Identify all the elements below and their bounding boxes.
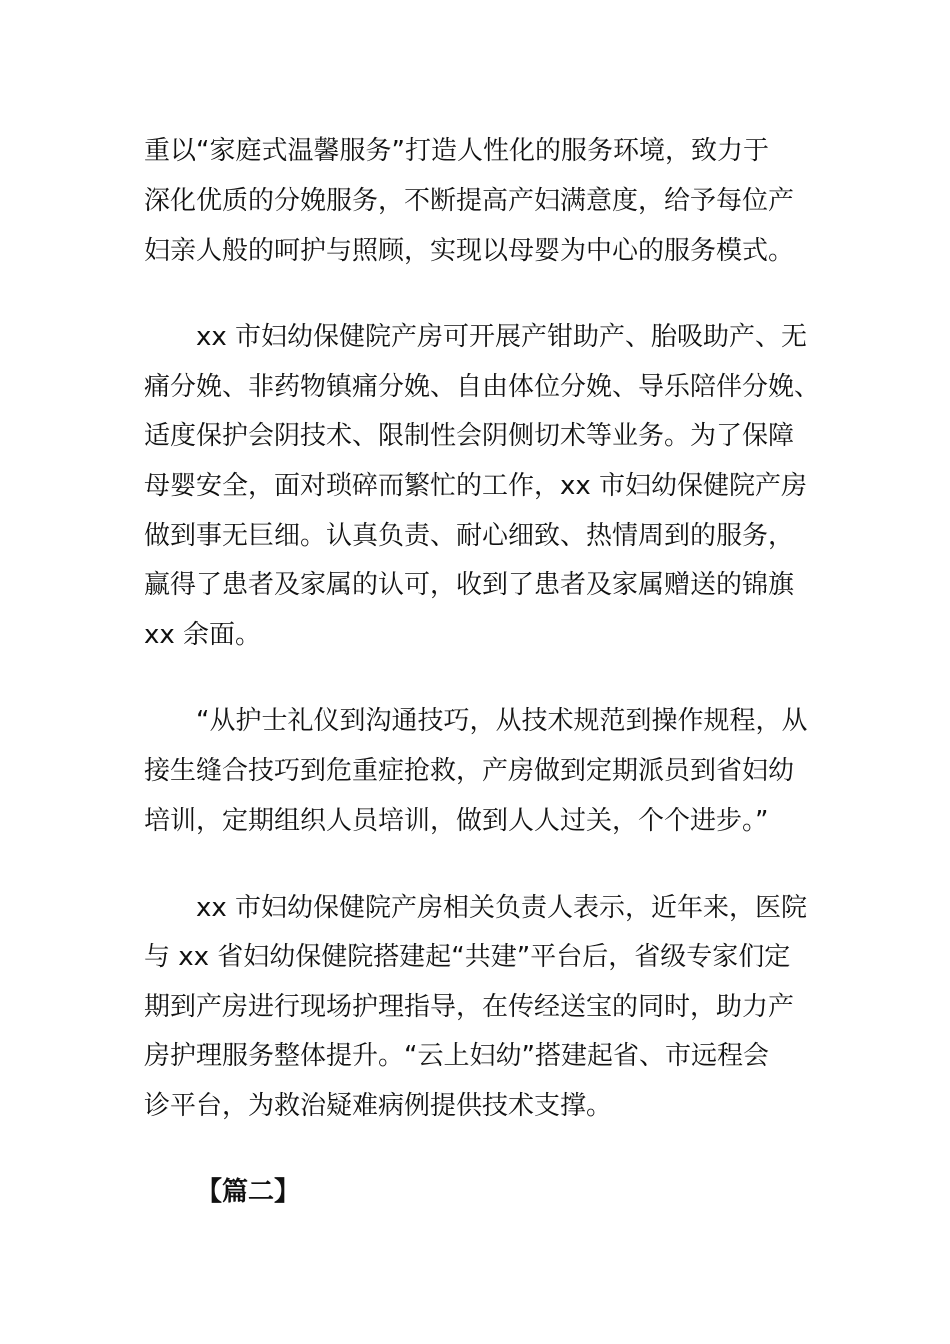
paragraph-line: 重以“家庭式温馨服务”打造人性化的服务环境，致力于 — [144, 136, 769, 166]
paragraph-line: 期到产房进行现场护理指导，在传经送宝的同时，助力产 — [144, 992, 795, 1022]
paragraph-line: 接生缝合技巧到危重症抢救，产房做到定期派员到省妇幼 — [144, 756, 795, 786]
paragraph-line: 妇亲人般的呵护与照顾，实现以母婴为中心的服务模式。 — [144, 236, 795, 266]
section-heading: 【篇二】 — [196, 1177, 301, 1207]
paragraph-line: 与 xx 省妇幼保健院搭建起“共建”平台后，省级专家们定 — [144, 942, 791, 972]
paragraph-line: 赢得了患者及家属的认可，收到了患者及家属赠送的锦旗 — [144, 570, 795, 600]
paragraph-line: 深化优质的分娩服务，不断提高产妇满意度，给予每位产 — [144, 186, 795, 216]
paragraph-line: 房护理服务整体提升。“云上妇幼”搭建起省、市远程会 — [144, 1041, 769, 1071]
paragraph-line: “从护士礼仪到沟通技巧，从技术规范到操作规程，从 — [196, 706, 808, 736]
paragraph-line: 诊平台，为救治疑难病例提供技术支撑。 — [144, 1091, 613, 1121]
paragraph-line: xx 市妇幼保健院产房相关负责人表示，近年来，医院 — [196, 893, 808, 923]
paragraph-line: 母婴安全，面对琐碎而繁忙的工作，xx 市妇幼保健院产房 — [144, 471, 808, 501]
paragraph-line: 培训，定期组织人员培训，做到人人过关，个个进步。” — [144, 806, 769, 836]
paragraph-line: 痛分娩、非药物镇痛分娩、自由体位分娩、导乐陪伴分娩、 — [144, 372, 821, 402]
paragraph-line: xx 余面。 — [144, 620, 262, 650]
paragraph-line: xx 市妇幼保健院产房可开展产钳助产、胎吸助产、无 — [196, 322, 808, 352]
paragraph-line: 做到事无巨细。认真负责、耐心细致、热情周到的服务， — [144, 521, 795, 551]
paragraph-line: 适度保护会阴技术、限制性会阴侧切术等业务。为了保障 — [144, 421, 795, 451]
